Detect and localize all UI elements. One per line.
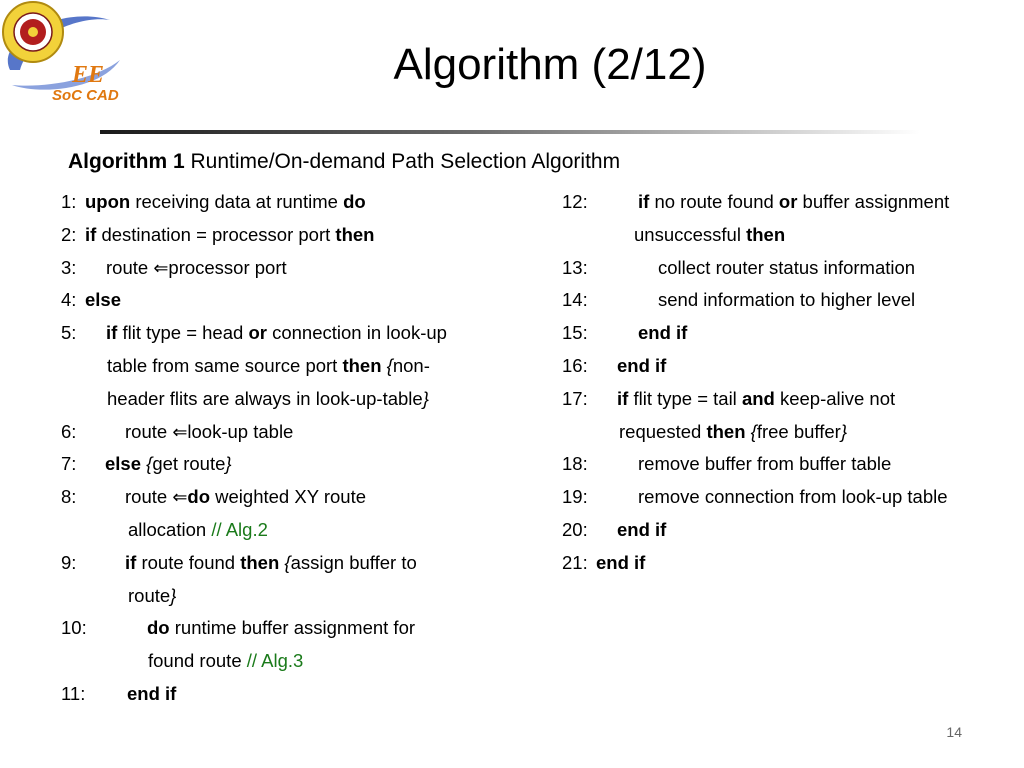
text-fragment: buffer assignment (797, 191, 950, 212)
line-text (127, 678, 176, 711)
brace: } (840, 420, 848, 442)
keyword: and (741, 387, 775, 409)
line-number: 5: (61, 322, 77, 344)
text-fragment: no route found (649, 191, 779, 212)
text-fragment: allocation (128, 518, 212, 540)
keyword: then (342, 354, 382, 376)
pseudocode-line (562, 383, 1012, 416)
keyword: do (147, 617, 170, 639)
assign-arrow-icon: ⇐ (172, 487, 188, 508)
pseudocode-line (61, 350, 541, 383)
line-text (85, 219, 374, 252)
pseudocode-line (61, 317, 541, 350)
pseudocode-line (61, 678, 541, 711)
text-fragment: send information to higher level (658, 289, 916, 311)
line-text (638, 186, 949, 219)
brace: } (170, 584, 177, 606)
logo-graphic (0, 0, 130, 110)
text-fragment: free buffer (756, 420, 841, 442)
keyword: then (335, 223, 375, 245)
line-number: 4: (61, 289, 77, 311)
line-text (106, 317, 447, 350)
line-number: 8: (61, 486, 77, 508)
text-fragment: destination = processor port (96, 223, 336, 245)
algorithm-heading (68, 150, 620, 174)
line-text (638, 317, 687, 350)
text-fragment: requested (619, 420, 707, 442)
pseudocode-line (61, 645, 541, 678)
keyword: if (106, 322, 118, 344)
pseudocode-line (61, 186, 541, 219)
keyword: then (706, 420, 746, 442)
line-text (617, 514, 666, 547)
text-fragment: processor port (168, 256, 287, 278)
line-text (128, 514, 268, 547)
keyword: if (85, 223, 97, 245)
pseudocode-line (562, 448, 1012, 481)
keyword: end if (617, 518, 667, 540)
line-number: 16: (562, 354, 588, 376)
line-number: 15: (562, 322, 588, 344)
line-text (107, 350, 430, 383)
text-fragment: route (106, 256, 154, 278)
keyword: then (746, 223, 786, 245)
pseudocode-line (562, 514, 1012, 547)
text-fragment: look-up table (187, 420, 294, 442)
line-text (85, 284, 121, 317)
keyword: end if (638, 322, 688, 344)
line-text (125, 547, 417, 580)
text-fragment: route (125, 420, 173, 442)
text-fragment: keep-alive not (774, 387, 896, 409)
pseudocode-left-column (61, 186, 541, 711)
pseudocode-line (61, 284, 541, 317)
line-text (658, 284, 915, 317)
line-text (634, 219, 785, 252)
text-fragment: flit type = head (117, 322, 249, 344)
pseudocode-line (61, 481, 541, 514)
line-number: 10: (61, 617, 87, 639)
pseudocode-line (562, 317, 1012, 350)
keyword: upon (85, 191, 131, 212)
pseudocode-line (562, 350, 1012, 383)
line-number: 13: (562, 256, 588, 278)
keyword: or (248, 322, 267, 344)
code-comment: // Alg.3 (246, 650, 304, 672)
title-divider (100, 130, 920, 134)
line-text (658, 252, 915, 285)
line-text (125, 416, 293, 449)
text-fragment: header flits are always in look-up-table (107, 387, 423, 409)
pseudocode-line (562, 284, 1012, 317)
keyword: do (187, 486, 211, 508)
text-fragment: remove connection from look-up table (638, 486, 948, 508)
pseudocode-line (562, 416, 1012, 449)
pseudocode-line (562, 481, 1012, 514)
keyword: else (85, 289, 122, 311)
line-text (128, 580, 176, 613)
text-fragment: weighted XY route (210, 486, 367, 508)
line-number: 9: (61, 551, 77, 573)
text-fragment: route found (136, 551, 241, 573)
text-fragment: flit type = tail (628, 387, 742, 409)
text-fragment: found route (148, 650, 247, 672)
line-text (596, 547, 645, 580)
text-fragment: get route (152, 453, 226, 475)
keyword: end if (617, 354, 667, 376)
line-number: 19: (562, 486, 588, 508)
brace: { (386, 354, 393, 376)
line-text (617, 350, 666, 383)
line-text (147, 612, 415, 645)
text-fragment: table from same source port (107, 354, 343, 376)
text-fragment: route (125, 486, 173, 508)
line-number: 11: (61, 682, 86, 704)
pseudocode-line (61, 448, 541, 481)
keyword: if (617, 387, 629, 409)
line-number: 2: (61, 223, 77, 245)
brace: { (750, 420, 757, 442)
pseudocode-line (61, 514, 541, 547)
pseudocode-line (61, 383, 541, 416)
text-fragment: remove buffer from buffer table (638, 453, 892, 475)
keyword: or (778, 191, 798, 212)
text-fragment: collect router status information (658, 256, 916, 278)
pseudocode-line (61, 612, 541, 645)
pseudocode-right-column (562, 186, 1012, 580)
line-number: 1: (61, 191, 77, 212)
line-number: 21: (562, 551, 588, 573)
keyword: end if (127, 682, 177, 704)
text-fragment: route (128, 584, 171, 606)
page-number: 14 (946, 724, 962, 740)
text-fragment: receiving data at runtime (130, 191, 344, 212)
assign-arrow-icon: ⇐ (172, 421, 188, 442)
pseudocode-line (61, 219, 541, 252)
line-number: 17: (562, 387, 588, 409)
line-text (85, 186, 366, 219)
pseudocode-line (61, 416, 541, 449)
slide-title: Algorithm (2/12) (393, 40, 707, 89)
svg-text:EE: EE (72, 62, 105, 88)
keyword: do (343, 191, 366, 212)
line-number: 20: (562, 518, 588, 540)
text-fragment: connection in look-up (266, 322, 447, 344)
line-text (148, 645, 303, 678)
line-text (638, 448, 891, 481)
code-comment: // Alg.2 (211, 518, 268, 540)
algorithm-label: Algorithm 1 (68, 150, 185, 173)
line-number: 18: (562, 453, 588, 475)
text-fragment: runtime buffer assignment for (169, 617, 416, 639)
brace: } (422, 387, 429, 409)
keyword: if (125, 551, 137, 573)
text-fragment: unsuccessful (634, 223, 747, 245)
line-text (107, 383, 429, 416)
line-text (638, 481, 948, 514)
line-number: 12: (562, 191, 588, 212)
pseudocode-line (61, 580, 541, 613)
line-text (105, 448, 232, 481)
line-number: 6: (61, 420, 77, 442)
text-fragment: assign buffer to (290, 551, 417, 573)
assign-arrow-icon: ⇐ (153, 257, 169, 278)
pseudocode-line (61, 547, 541, 580)
line-number: 14: (562, 289, 588, 311)
line-number: 7: (61, 453, 77, 475)
pseudocode-line (562, 219, 1012, 252)
eecad-logo (0, 0, 130, 110)
line-number: 3: (61, 256, 77, 278)
keyword: end if (596, 551, 646, 573)
pseudocode-line (562, 547, 1012, 580)
line-text (617, 383, 895, 416)
brace: { (284, 551, 291, 573)
pseudocode-line (562, 186, 1012, 219)
text-fragment: non- (392, 354, 430, 376)
line-text (125, 481, 366, 514)
brace: } (225, 453, 232, 475)
svg-text:SoC CAD: SoC CAD (52, 87, 119, 104)
brace: { (146, 453, 153, 475)
keyword: if (638, 191, 650, 212)
keyword: else (105, 453, 142, 475)
pseudocode-line (562, 252, 1012, 285)
keyword: then (240, 551, 280, 573)
line-text (619, 416, 847, 449)
line-text (106, 252, 287, 285)
pseudocode-line (61, 252, 541, 285)
algorithm-name: Runtime/On-demand Path Selection Algorithm (190, 150, 621, 173)
